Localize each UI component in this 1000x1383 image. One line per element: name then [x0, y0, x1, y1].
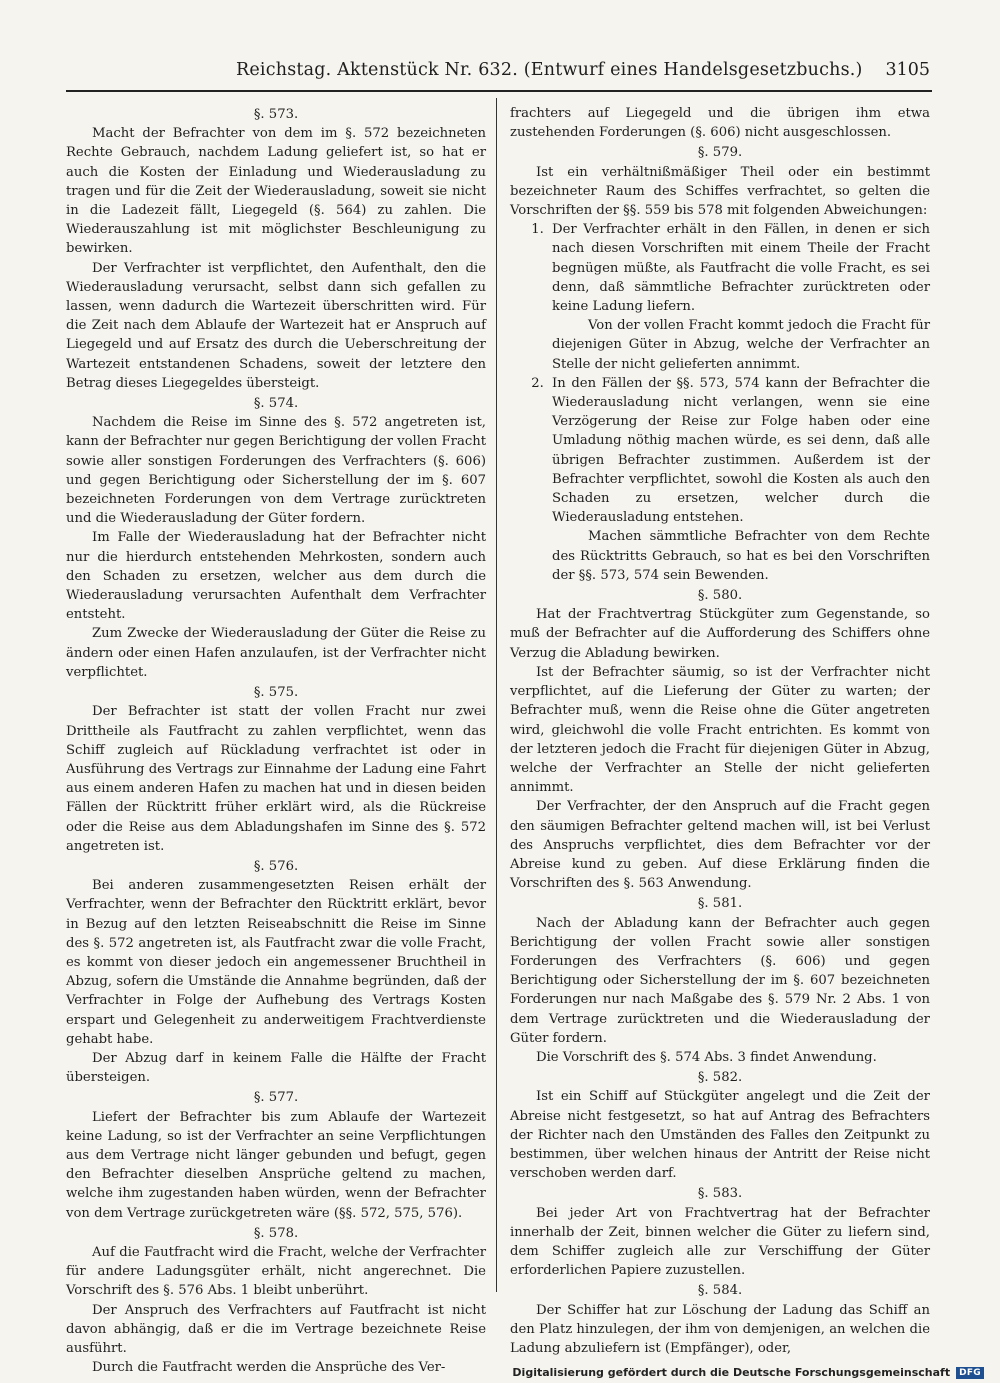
paragraph: Zum Zwecke der Wiederausladung der Güter die Reise zu ändern oder einen Hafen anzulaufen, ist der Verfrachter nicht verpflichtet. — [66, 626, 486, 680]
list-item-text: Der Verfrachter erhält in den Fällen, in denen er sich nach diesen Vorschriften mit einem Theile der Fracht begnügen müßte, als Fautfracht die volle Fracht, es sei denn, daß sämmtliche Befrachter zurücktreten oder keine Ladung liefern. — [552, 222, 930, 315]
footer-credit — [512, 1366, 984, 1379]
list-item-paragraph: Machen sämmtliche Befrachter von dem Rechte des Rücktritts Gebrauch, so hat es bei den Vorschriften der §§. 573, 574 sein Bewenden. — [552, 529, 930, 583]
page-title: Reichstag. Aktenstück Nr. 632. (Entwurf eines Handelsgesetzbuchs.) — [236, 60, 863, 80]
page-number: 3105 — [885, 60, 930, 80]
paragraph: Macht der Befrachter von dem im §. 572 bezeichneten Rechte Gebrauch, nachdem Ladung geliefert ist, so hat er auch die Kosten der Einladung und Wiederausladung zu tragen und für die Zeit der Wiederausladung, soweit sie nicht in die Ladezeit fällt, Liegegeld (§. 564) zu zahlen. Die Wiederauszahlung ist mit möglichster Beschleunigung zu bewirken. — [66, 126, 486, 257]
paragraph: Ist ein verhältnißmäßiger Theil oder ein bestimmt bezeichneter Raum des Schiffes verfrachtet, so gelten die Vorschriften der §§. 559 bis 578 mit folgenden Abweichungen: — [510, 164, 930, 219]
section-heading: §. 579. — [697, 145, 743, 161]
paragraph: Auf die Fautfracht wird die Fracht, welche der Verfrachter für andere Ladungsgüter erhält, nicht angerechnet. Die Vorschrift des §. 576 Abs. 1 bleibt unberührt. — [66, 1244, 486, 1299]
list-item — [548, 220, 930, 374]
paragraph-continued: frachters auf Liegegeld und die übrigen ihm etwa zustehenden Forderungen (§. 606) nicht ausgeschlossen. — [510, 106, 930, 141]
paragraph: Ist ein Schiff auf Stückgüter angelegt und die Zeit der Abreise nicht festgesetzt, so hat auf Antrag des Befrachters der Richter nach den Umständen des Falles den Zeitpunkt zu bestimmen, über welchen hinaus der Antritt der Reise nicht verschoben werden darf. — [510, 1089, 930, 1182]
paragraph: Die Vorschrift des §. 574 Abs. 3 findet Anwendung. — [536, 1049, 877, 1065]
paragraph: Der Abzug darf in keinem Falle die Hälfte der Fracht übersteigen. — [66, 1050, 486, 1086]
paragraph: Bei anderen zusammengesetzten Reisen erhält der Verfrachter, wenn der Befrachter den Rücktritt erklärt, bevor in Bezug auf den letzten Reiseabschnitt die Reise im Sinne des §. 572 angetreten ist, als Fautfracht zwar die volle Fracht, es kommt von dieser jedoch ein angemessener Bruchtheil in Abzug, sofern die Umstände die Annahme begründen, daß der Verfrachter in Folge der Aufhebung des Vertrags Kosten erspart und Gelegenheit zu anderweitigem Frachtverdienste gehabt habe. — [66, 878, 486, 1047]
section-heading: §. 574. — [253, 396, 299, 412]
paragraph: Durch die Fautfracht werden die Ansprüche des Ver- — [92, 1360, 446, 1376]
section-heading: §. 576. — [253, 858, 299, 874]
numbered-list — [510, 220, 930, 585]
header-rule — [66, 90, 932, 92]
section-heading: §. 578. — [253, 1225, 299, 1241]
section-heading: §. 575. — [253, 685, 299, 701]
section-heading: §. 581. — [697, 896, 743, 912]
paragraph: Bei jeder Art von Frachtvertrag hat der Befrachter innerhalb der Zeit, binnen welcher die Güter zu liefern sind, dem Schiffer zugleich alle zur Verschiffung der Güter erforderlichen Papiere zuzustellen. — [510, 1205, 930, 1279]
right-column — [510, 104, 930, 1356]
section-heading: §. 584. — [697, 1283, 743, 1299]
dfg-logo-icon: DFG — [956, 1367, 984, 1379]
page-header — [66, 60, 930, 90]
paragraph: Der Verfrachter ist verpflichtet, den Aufenthalt, den die Wiederausladung verursacht, selbst dann sich gefallen zu lassen, wenn dadurch die Wartezeit überschritten wird. Für die Zeit nach dem Ablaufe der Wartezeit hat er Anspruch auf Liegegeld und auf Ersatz des durch die Ueberschreitung der Wartezeit entstandenen Schadens, soweit der letztere den Betrag dieses Liegegeldes übersteigt. — [66, 260, 486, 391]
section-heading: §. 577. — [253, 1090, 299, 1106]
section-heading: §. 583. — [697, 1186, 743, 1202]
section-heading: §. 582. — [697, 1070, 743, 1086]
left-column — [66, 104, 486, 1376]
paragraph: Liefert der Befrachter bis zum Ablaufe der Wartezeit keine Ladung, so ist der Verfrachter an seine Verpflichtungen aus dem Vertrage nicht länger gebunden und befugt, gegen den Befrachter dieselben Ansprüche geltend zu machen, welche ihm zugestanden haben würden, wenn der Befrachter von dem Vertrage zurückgetreten wäre (§§. 572, 575, 576). — [66, 1109, 486, 1221]
paragraph: Der Befrachter ist statt der vollen Fracht nur zwei Drittheile als Fautfracht zu zahlen verpflichtet, wenn das Schiff zugleich auf Rückladung verfrachtet ist oder in Ausführung des Vertrags zur Einnahme der Ladung eine Fahrt aus einem anderen Hafen zu machen hat und in diesen beiden Fällen der Rücktritt früher erklärt wird, als die Rückreise oder die Reise aus dem Abladungshafen im Sinne des §. 572 angetreten ist. — [66, 704, 486, 854]
paragraph: Der Schiffer hat zur Löschung der Ladung das Schiff an den Platz hinzulegen, der ihm von demjenigen, an welchen die Ladung abzuliefern ist (Empfänger), oder, — [510, 1302, 930, 1356]
column-divider — [496, 98, 497, 1292]
paragraph: Im Falle der Wiederausladung hat der Befrachter nicht nur die hierdurch entstehenden Mehrkosten, sondern auch den Schaden zu ersetzen, welcher aus dem durch die Wiederausladung verursachten Aufenthalt dem Verfrachter entsteht. — [66, 530, 486, 623]
footer-text: Digitalisierung gefördert durch die Deutsche Forschungsgemeinschaft — [512, 1366, 951, 1379]
list-item-paragraph: Von der vollen Fracht kommt jedoch die Fracht für diejenigen Güter in Abzug, welche der Verfrachter an Stelle der nicht gelieferten annimmt. — [552, 318, 930, 372]
paragraph: Der Anspruch des Verfrachters auf Fautfracht ist nicht davon abhängig, daß er die im Vertrage bezeichnete Reise ausführt. — [66, 1302, 486, 1356]
paragraph: Hat der Frachtvertrag Stückgüter zum Gegenstande, so muß der Befrachter auf die Aufforderung des Schiffers ohne Verzug die Abladung bewirken. — [510, 607, 930, 661]
paragraph: Nach der Abladung kann der Befrachter auch gegen Berichtigung der vollen Fracht sowie aller sonstigen Forderungen des Verfrachters (§. 606) und gegen Berichtigung oder Sicherstellung der im §. 607 bezeichneten Forderungen nur nach Maßgabe des §. 579 Nr. 2 Abs. 1 von dem Vertrage zurücktreten und die Wiederausladung der Güter fordern. — [510, 915, 930, 1046]
paragraph: Nachdem die Reise im Sinne des §. 572 angetreten ist, kann der Befrachter nur gegen Berichtigung der vollen Fracht sowie aller sonstigen Forderungen des Verfrachters (§. 606) und gegen Berichtigung oder Sicherstellung der im §. 607 bezeichneten Forderungen von dem Vertrage zurücktreten und die Wiederausladung der Güter fordern. — [66, 415, 486, 527]
list-item — [548, 374, 930, 585]
section-heading: §. 580. — [697, 588, 743, 604]
paragraph: Ist der Befrachter säumig, so ist der Verfrachter nicht verpflichtet, auf die Lieferung der Güter zu warten; der Befrachter muß, wenn die Reise ohne die Güter angetreten wird, gleichwohl die volle Fracht entrichten. Es kommt von der letzteren jedoch die Fracht für diejenigen Güter in Abzug, welche der Verfrachter an Stelle der nicht gelieferten annimmt. — [510, 664, 930, 796]
section-heading: §. 573. — [253, 107, 299, 122]
paragraph: Der Verfrachter, der den Anspruch auf die Fracht gegen den säumigen Befrachter geltend machen will, ist bei Verlust des Anspruchs verpflichtet, dies dem Befrachter vor der Abreise kund zu geben. Auf diese Erklärung finden die Vorschriften des §. 563 Anwendung. — [510, 799, 930, 892]
list-item-text: In den Fällen der §§. 573, 574 kann der Befrachter die Wiederausladung nicht verlangen, wenn sie eine Verzögerung der Reise zur Folge haben oder eine Umladung nöthig machen würde, es sei denn, daß alle übrigen Befrachter zustimmen. Außerdem ist der Befrachter verpflichtet, sowohl die Kosten als auch den Schaden zu ersetzen, welcher durch die Wiederausladung entstehen. — [552, 375, 930, 526]
